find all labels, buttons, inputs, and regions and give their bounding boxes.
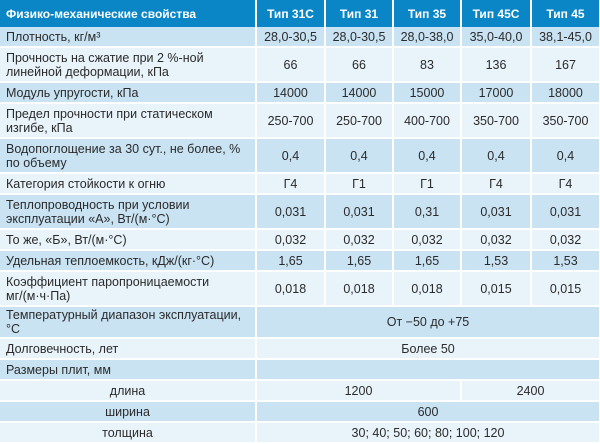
cell-value: 0,031: [325, 194, 393, 229]
cell-value: 0,018: [256, 271, 325, 306]
cell-value: 350-700: [531, 103, 600, 138]
thickness-row: [0, 422, 600, 443]
width-row: [0, 401, 600, 422]
cell-value: 400-700: [393, 103, 461, 138]
table-row: [0, 138, 600, 173]
length-label: длина: [0, 380, 256, 401]
header-type: Тип 45С: [461, 0, 531, 27]
cell-value: 1,65: [325, 250, 393, 271]
row-label: То же, «Б», Вт/(м·°С): [0, 229, 256, 250]
cell-value: 66: [325, 47, 393, 82]
header-type: Тип 31С: [256, 0, 325, 27]
cell-value: Г1: [393, 173, 461, 194]
length-value: 2400: [461, 380, 600, 401]
table-row: [0, 82, 600, 103]
cell-value: 0,4: [393, 138, 461, 173]
cell-value: 0,032: [461, 229, 531, 250]
cell-value: Г1: [325, 173, 393, 194]
table-row: [0, 103, 600, 138]
cell-value: 28,0-38,0: [393, 27, 461, 47]
table-row: [0, 229, 600, 250]
temperature-row: [0, 306, 600, 338]
row-label: Коэффициент паропроницаемости мг/(м·ч·Па): [0, 271, 256, 306]
cell-value: 0,4: [531, 138, 600, 173]
cell-value: 0,032: [325, 229, 393, 250]
temperature-value: От −50 до +75: [256, 306, 600, 338]
cell-value: 0,031: [256, 194, 325, 229]
header-row: [0, 0, 600, 27]
row-label: Долговечность, лет: [0, 338, 256, 359]
cell-value: 0,018: [325, 271, 393, 306]
cell-value: 14000: [256, 82, 325, 103]
length-value: 1200: [256, 380, 461, 401]
cell-value: 0,4: [461, 138, 531, 173]
row-label: Удельная теплоемкость, кДж/(кг·°С): [0, 250, 256, 271]
table-row: [0, 250, 600, 271]
cell-value: 18000: [531, 82, 600, 103]
thickness-label: толщина: [0, 422, 256, 443]
thickness-value: 30; 40; 50; 60; 80; 100; 120: [256, 422, 600, 443]
table-row: [0, 173, 600, 194]
cell-value: 167: [531, 47, 600, 82]
cell-value: 0,018: [393, 271, 461, 306]
table-row: [0, 27, 600, 47]
row-label: Предел прочности при статическом изгибе, кПа: [0, 103, 256, 138]
cell-value: 28,0-30,5: [256, 27, 325, 47]
cell-value: 136: [461, 47, 531, 82]
width-value: 600: [256, 401, 600, 422]
cell-value: 0,015: [531, 271, 600, 306]
cell-value: 0,032: [256, 229, 325, 250]
header-type: Тип 45: [531, 0, 600, 27]
table-row: [0, 47, 600, 82]
durability-value: Более 50: [256, 338, 600, 359]
cell-value: 17000: [461, 82, 531, 103]
width-label: ширина: [0, 401, 256, 422]
cell-value: 0,015: [461, 271, 531, 306]
cell-value: 35,0-40,0: [461, 27, 531, 47]
cell-value: Г4: [531, 173, 600, 194]
table-row: [0, 194, 600, 229]
cell-value: 38,1-45,0: [531, 27, 600, 47]
row-label: Плотность, кг/м³: [0, 27, 256, 47]
cell-value: 1,65: [256, 250, 325, 271]
header-type: Тип 35: [393, 0, 461, 27]
cell-value: 0,032: [393, 229, 461, 250]
cell-value: 350-700: [461, 103, 531, 138]
header-property: Физико-механические свойства: [0, 0, 256, 27]
cell-value: 14000: [325, 82, 393, 103]
cell-value: 28,0-30,5: [325, 27, 393, 47]
cell-value: 1,65: [393, 250, 461, 271]
cell-value: 250-700: [325, 103, 393, 138]
cell-value: Г4: [461, 173, 531, 194]
cell-value: 0,31: [393, 194, 461, 229]
row-label: Теплопроводность при условии эксплуатации «А», Вт/(м·°С): [0, 194, 256, 229]
sizes-row: [0, 359, 600, 380]
cell-value: 0,032: [531, 229, 600, 250]
row-label: Категория стойкости к огню: [0, 173, 256, 194]
cell-value: 0,4: [256, 138, 325, 173]
cell-value: 1,53: [531, 250, 600, 271]
cell-value: 83: [393, 47, 461, 82]
row-label: Размеры плит, мм: [0, 359, 256, 380]
sizes-empty-cell: [256, 359, 600, 380]
cell-value: Г4: [256, 173, 325, 194]
length-row: [0, 380, 600, 401]
durability-row: [0, 338, 600, 359]
cell-value: 0,4: [325, 138, 393, 173]
table-row: [0, 271, 600, 306]
cell-value: 15000: [393, 82, 461, 103]
header-type: Тип 31: [325, 0, 393, 27]
cell-value: 250-700: [256, 103, 325, 138]
row-label: Температурный диапазон эксплуатации, °С: [0, 306, 256, 338]
row-label: Водопоглощение за 30 сут., не более, % по объему: [0, 138, 256, 173]
row-label: Прочность на сжатие при 2 %-ной линейной деформации, кПа: [0, 47, 256, 82]
row-label: Модуль упругости, кПа: [0, 82, 256, 103]
cell-value: 66: [256, 47, 325, 82]
cell-value: 0,031: [461, 194, 531, 229]
cell-value: 0,031: [531, 194, 600, 229]
cell-value: 1,53: [461, 250, 531, 271]
